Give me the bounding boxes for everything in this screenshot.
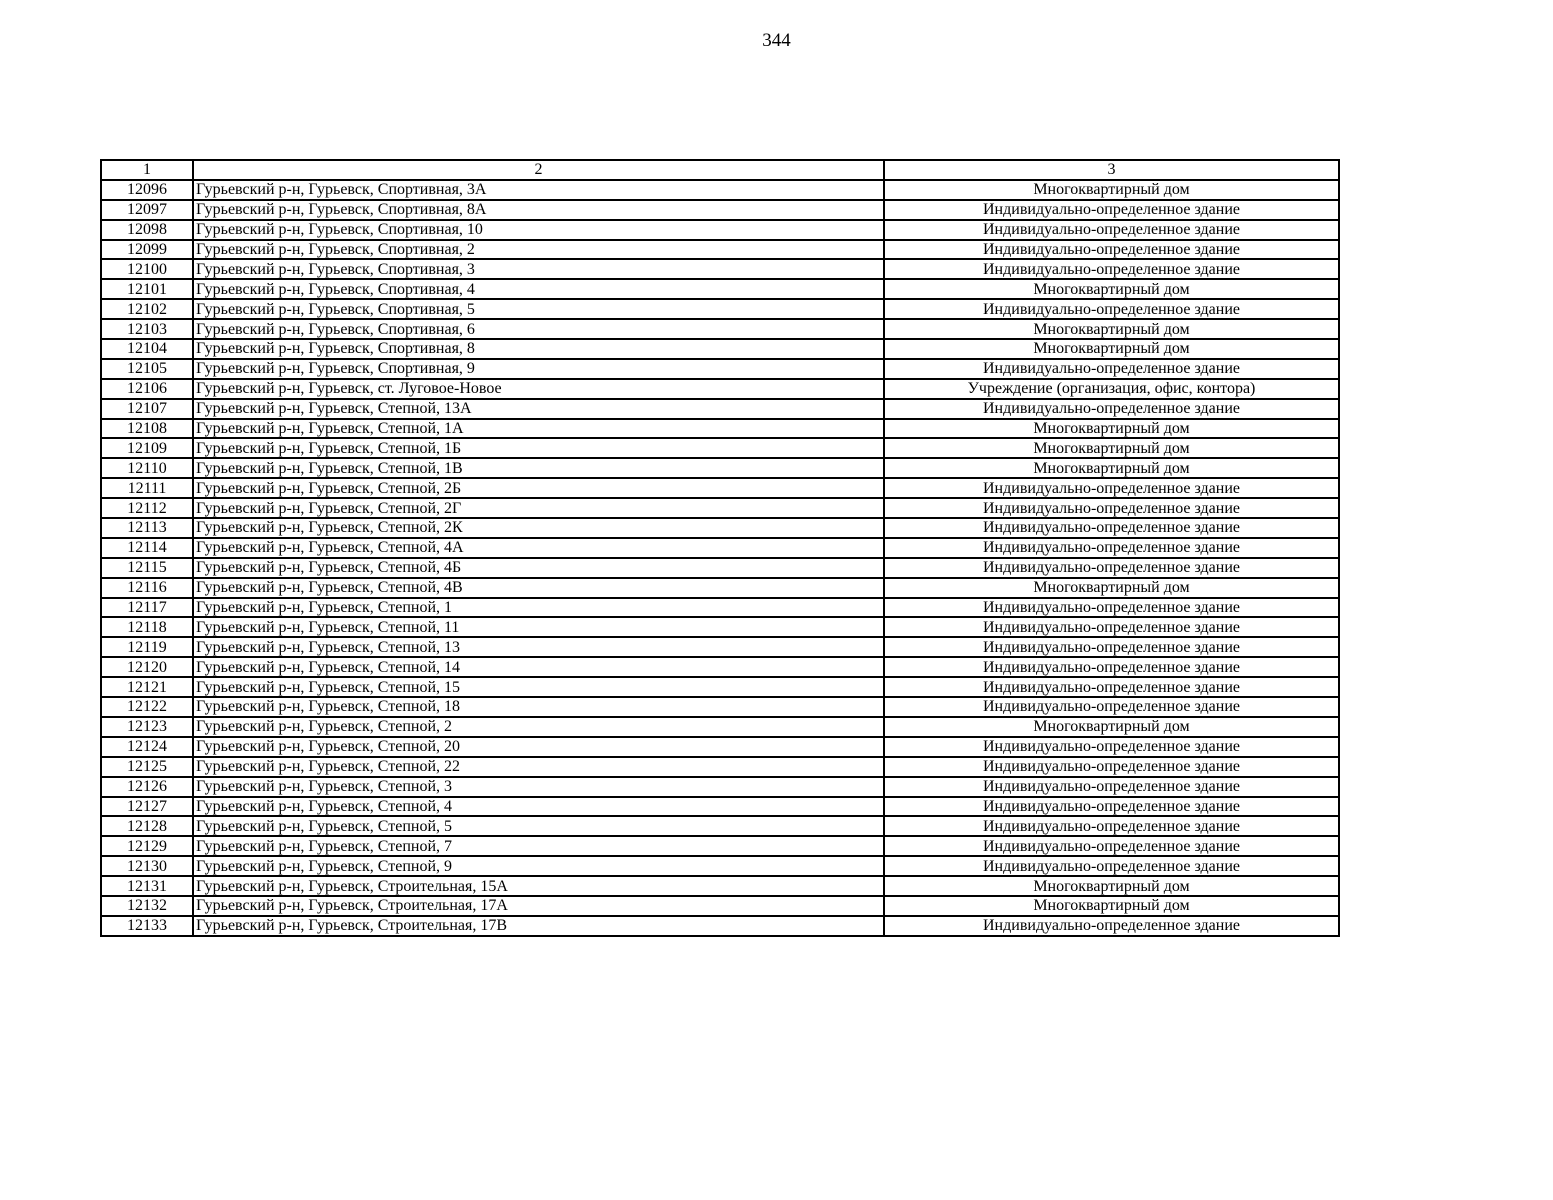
table-row — [101, 896, 1339, 916]
object-type-cell: Многоквартирный дом — [884, 876, 1339, 896]
object-type-cell: Многоквартирный дом — [884, 717, 1339, 737]
address-cell: Гурьевский р-н, Гурьевск, Степной, 4 — [193, 797, 884, 817]
row-number-cell: 12108 — [101, 419, 193, 439]
row-number-cell: 12121 — [101, 677, 193, 697]
address-cell: Гурьевский р-н, Гурьевск, Степной, 13А — [193, 399, 884, 419]
table-row — [101, 717, 1339, 737]
address-cell: Гурьевский р-н, Гурьевск, Спортивная, 9 — [193, 359, 884, 379]
table-row — [101, 617, 1339, 637]
address-cell: Гурьевский р-н, Гурьевск, Степной, 2Г — [193, 498, 884, 518]
table-row — [101, 240, 1339, 260]
address-cell: Гурьевский р-н, Гурьевск, Степной, 15 — [193, 677, 884, 697]
address-cell: Гурьевский р-н, Гурьевск, Степной, 18 — [193, 697, 884, 717]
object-type-cell: Индивидуально-определенное здание — [884, 299, 1339, 319]
table-row — [101, 359, 1339, 379]
table-row — [101, 757, 1339, 777]
object-type-cell: Многоквартирный дом — [884, 339, 1339, 359]
address-cell: Гурьевский р-н, Гурьевск, Степной, 1Б — [193, 438, 884, 458]
address-cell: Гурьевский р-н, Гурьевск, Степной, 1А — [193, 419, 884, 439]
registry-table-body — [101, 160, 1339, 936]
row-number-cell: 12127 — [101, 797, 193, 817]
object-type-cell: Многоквартирный дом — [884, 180, 1339, 200]
address-cell: Гурьевский р-н, Гурьевск, Строительная, 15А — [193, 876, 884, 896]
address-cell: Гурьевский р-н, Гурьевск, Степной, 14 — [193, 657, 884, 677]
object-type-cell: Индивидуально-определенное здание — [884, 757, 1339, 777]
row-number-cell: 12109 — [101, 438, 193, 458]
address-cell: Гурьевский р-н, Гурьевск, Степной, 20 — [193, 737, 884, 757]
table-row — [101, 737, 1339, 757]
row-number-cell: 12105 — [101, 359, 193, 379]
object-type-cell: Индивидуально-определенное здание — [884, 856, 1339, 876]
object-type-cell: Индивидуально-определенное здание — [884, 558, 1339, 578]
table-row — [101, 657, 1339, 677]
object-type-cell: Индивидуально-определенное здание — [884, 359, 1339, 379]
row-number-cell: 12097 — [101, 200, 193, 220]
address-cell: Гурьевский р-н, Гурьевск, Степной, 3 — [193, 777, 884, 797]
row-number-cell: 12111 — [101, 478, 193, 498]
column-header-address: 2 — [193, 160, 884, 180]
object-type-cell: Многоквартирный дом — [884, 458, 1339, 478]
object-type-cell: Индивидуально-определенное здание — [884, 200, 1339, 220]
table-row — [101, 279, 1339, 299]
address-cell: Гурьевский р-н, Гурьевск, Строительная, 17А — [193, 896, 884, 916]
object-type-cell: Индивидуально-определенное здание — [884, 916, 1339, 936]
object-type-cell: Индивидуально-определенное здание — [884, 220, 1339, 240]
table-row — [101, 458, 1339, 478]
object-type-cell: Многоквартирный дом — [884, 319, 1339, 339]
row-number-cell: 12129 — [101, 836, 193, 856]
row-number-cell: 12098 — [101, 220, 193, 240]
address-cell: Гурьевский р-н, Гурьевск, Спортивная, 2 — [193, 240, 884, 260]
object-type-cell: Индивидуально-определенное здание — [884, 816, 1339, 836]
object-type-cell: Индивидуально-определенное здание — [884, 538, 1339, 558]
address-cell: Гурьевский р-н, Гурьевск, Спортивная, 6 — [193, 319, 884, 339]
row-number-cell: 12118 — [101, 617, 193, 637]
table-row — [101, 518, 1339, 538]
row-number-cell: 12110 — [101, 458, 193, 478]
address-cell: Гурьевский р-н, Гурьевск, Спортивная, 3 — [193, 259, 884, 279]
column-header-type: 3 — [884, 160, 1339, 180]
object-type-cell: Индивидуально-определенное здание — [884, 498, 1339, 518]
object-type-cell: Индивидуально-определенное здание — [884, 399, 1339, 419]
object-type-cell: Индивидуально-определенное здание — [884, 657, 1339, 677]
object-type-cell: Многоквартирный дом — [884, 279, 1339, 299]
object-type-cell: Индивидуально-определенное здание — [884, 697, 1339, 717]
object-type-cell: Многоквартирный дом — [884, 896, 1339, 916]
table-row — [101, 419, 1339, 439]
table-row — [101, 339, 1339, 359]
object-type-cell: Индивидуально-определенное здание — [884, 617, 1339, 637]
table-row — [101, 379, 1339, 399]
object-type-cell: Индивидуально-определенное здание — [884, 478, 1339, 498]
object-type-cell: Индивидуально-определенное здание — [884, 777, 1339, 797]
address-cell: Гурьевский р-н, Гурьевск, Степной, 7 — [193, 836, 884, 856]
row-number-cell: 12126 — [101, 777, 193, 797]
table-row — [101, 299, 1339, 319]
address-cell: Гурьевский р-н, Гурьевск, Степной, 4В — [193, 578, 884, 598]
address-cell: Гурьевский р-н, Гурьевск, Степной, 22 — [193, 757, 884, 777]
address-cell: Гурьевский р-н, Гурьевск, Степной, 13 — [193, 637, 884, 657]
page-number: 344 — [762, 30, 791, 51]
table-row — [101, 399, 1339, 419]
address-cell: Гурьевский р-н, Гурьевск, Степной, 11 — [193, 617, 884, 637]
row-number-cell: 12104 — [101, 339, 193, 359]
address-cell: Гурьевский р-н, Гурьевск, Спортивная, 4 — [193, 279, 884, 299]
row-number-cell: 12096 — [101, 180, 193, 200]
object-type-cell: Индивидуально-определенное здание — [884, 518, 1339, 538]
table-row — [101, 538, 1339, 558]
table-header-row — [101, 160, 1339, 180]
address-cell: Гурьевский р-н, Гурьевск, Спортивная, 3А — [193, 180, 884, 200]
row-number-cell: 12119 — [101, 637, 193, 657]
table-row — [101, 836, 1339, 856]
table-row — [101, 856, 1339, 876]
address-cell: Гурьевский р-н, Гурьевск, Спортивная, 5 — [193, 299, 884, 319]
row-number-cell: 12133 — [101, 916, 193, 936]
object-type-cell: Индивидуально-определенное здание — [884, 836, 1339, 856]
row-number-cell: 12128 — [101, 816, 193, 836]
table-row — [101, 200, 1339, 220]
row-number-cell: 12113 — [101, 518, 193, 538]
object-type-cell: Многоквартирный дом — [884, 578, 1339, 598]
table-row — [101, 180, 1339, 200]
row-number-cell: 12130 — [101, 856, 193, 876]
row-number-cell: 12117 — [101, 598, 193, 618]
table-row — [101, 438, 1339, 458]
table-row — [101, 598, 1339, 618]
table-row — [101, 797, 1339, 817]
object-type-cell: Индивидуально-определенное здание — [884, 259, 1339, 279]
row-number-cell: 12102 — [101, 299, 193, 319]
table-row — [101, 478, 1339, 498]
table-row — [101, 259, 1339, 279]
table-row — [101, 697, 1339, 717]
row-number-cell: 12120 — [101, 657, 193, 677]
column-header-number: 1 — [101, 160, 193, 180]
row-number-cell: 12099 — [101, 240, 193, 260]
row-number-cell: 12114 — [101, 538, 193, 558]
address-cell: Гурьевский р-н, Гурьевск, Степной, 9 — [193, 856, 884, 876]
address-cell: Гурьевский р-н, Гурьевск, Степной, 1 — [193, 598, 884, 618]
address-cell: Гурьевский р-н, Гурьевск, Спортивная, 8 — [193, 339, 884, 359]
row-number-cell: 12103 — [101, 319, 193, 339]
address-cell: Гурьевский р-н, Гурьевск, ст. Луговое-Новое — [193, 379, 884, 399]
table-row — [101, 498, 1339, 518]
table-row — [101, 578, 1339, 598]
table-row — [101, 916, 1339, 936]
row-number-cell: 12115 — [101, 558, 193, 578]
table-row — [101, 777, 1339, 797]
table-row — [101, 558, 1339, 578]
table-row — [101, 637, 1339, 657]
registry-table — [100, 159, 1340, 937]
row-number-cell: 12106 — [101, 379, 193, 399]
row-number-cell: 12107 — [101, 399, 193, 419]
table-row — [101, 816, 1339, 836]
table-row — [101, 319, 1339, 339]
row-number-cell: 12124 — [101, 737, 193, 757]
address-cell: Гурьевский р-н, Гурьевск, Степной, 5 — [193, 816, 884, 836]
address-cell: Гурьевский р-н, Гурьевск, Спортивная, 8А — [193, 200, 884, 220]
object-type-cell: Индивидуально-определенное здание — [884, 797, 1339, 817]
address-cell: Гурьевский р-н, Гурьевск, Степной, 2Б — [193, 478, 884, 498]
table-row — [101, 677, 1339, 697]
address-cell: Гурьевский р-н, Гурьевск, Строительная, 17В — [193, 916, 884, 936]
address-cell: Гурьевский р-н, Гурьевск, Степной, 4А — [193, 538, 884, 558]
object-type-cell: Многоквартирный дом — [884, 438, 1339, 458]
object-type-cell: Индивидуально-определенное здание — [884, 637, 1339, 657]
row-number-cell: 12132 — [101, 896, 193, 916]
address-cell: Гурьевский р-н, Гурьевск, Спортивная, 10 — [193, 220, 884, 240]
object-type-cell: Индивидуально-определенное здание — [884, 240, 1339, 260]
row-number-cell: 12101 — [101, 279, 193, 299]
address-cell: Гурьевский р-н, Гурьевск, Степной, 2 — [193, 717, 884, 737]
row-number-cell: 12131 — [101, 876, 193, 896]
table-row — [101, 220, 1339, 240]
row-number-cell: 12123 — [101, 717, 193, 737]
row-number-cell: 12116 — [101, 578, 193, 598]
row-number-cell: 12100 — [101, 259, 193, 279]
row-number-cell: 12122 — [101, 697, 193, 717]
address-cell: Гурьевский р-н, Гурьевск, Степной, 4Б — [193, 558, 884, 578]
address-cell: Гурьевский р-н, Гурьевск, Степной, 2К — [193, 518, 884, 538]
object-type-cell: Учреждение (организация, офис, контора) — [884, 379, 1339, 399]
table-row — [101, 876, 1339, 896]
address-cell: Гурьевский р-н, Гурьевск, Степной, 1В — [193, 458, 884, 478]
object-type-cell: Индивидуально-определенное здание — [884, 598, 1339, 618]
row-number-cell: 12112 — [101, 498, 193, 518]
object-type-cell: Индивидуально-определенное здание — [884, 677, 1339, 697]
row-number-cell: 12125 — [101, 757, 193, 777]
object-type-cell: Многоквартирный дом — [884, 419, 1339, 439]
object-type-cell: Индивидуально-определенное здание — [884, 737, 1339, 757]
